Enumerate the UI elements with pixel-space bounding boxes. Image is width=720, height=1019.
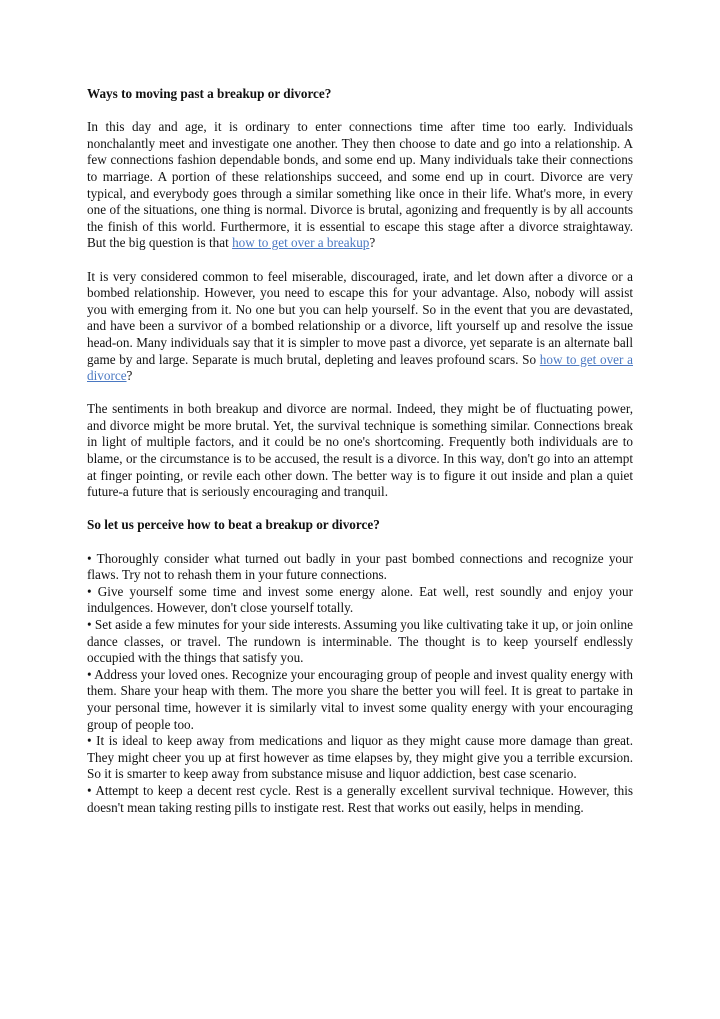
list-item: • Set aside a few minutes for your side interests. Assuming you like cultivating take it up, or join online dance classes, or travel. The rundown is interminable. The thought is to keep yourself endlessly occupied with the things that satisfy you. <box>87 617 633 666</box>
list-item: • Address your loved ones. Recognize your encouraging group of people and invest quality energy with them. Share your heap with them. The more you share the better you will feel. It is great to partake in your personal time, however it is similarly vital to invest some quality energy with your encouraging group of people too. <box>87 666 633 732</box>
link-how-to-get-over-a-breakup[interactable]: how to get over a breakup <box>232 235 370 251</box>
paragraph-feelings-text: It is very considered common to feel miserable, discouraged, irate, and let down after a divorce or a bombed relationship. However, you need to escape this for your advantage. Also, nobody will assist you with emerging from it. No one but you can help yourself. So in the event that you are devastated, and have been a survivor of a bombed relationship or a divorce, lift yourself up and resolve the issue head-on. Many individuals say that it is simpler to move past a divorce, yet separate is an alternate ball game by and large. Separate is much brutal, depleting and leaves profound scars. So <box>87 268 633 367</box>
link-how-to-get-over-a-divorce[interactable]: how to get over a divorce <box>87 351 633 384</box>
paragraph-feelings <box>87 269 633 385</box>
paragraph-intro <box>87 119 633 252</box>
document-page <box>87 86 633 816</box>
list-item: • Attempt to keep a decent rest cycle. Rest is a generally excellent survival technique. However, this doesn't mean taking resting pills to instigate rest. Rest that works out easily, helps in mending. <box>87 782 633 815</box>
list-item: • It is ideal to keep away from medications and liquor as they might cause more damage than great. They might cheer you up at first however as time elapses by, they might give you a terrible excursion. So it is smarter to keep away from substance misuse and liquor addiction, best case scenario. <box>87 733 633 782</box>
paragraph-intro-end: ? <box>369 235 376 251</box>
list-item: • Thoroughly consider what turned out badly in your past bombed connections and recognize your flaws. Try not to rehash them in your future connections. <box>87 550 633 583</box>
paragraph-intro-text: In this day and age, it is ordinary to enter connections time after time too early. Individuals nonchalantly meet and investigate one another. They then choose to date and go into a relationship. A few connections fashion dependable bonds, and some end up. Many individuals take their connections to marriage. A portion of these relationships succeed, and some end up in court. Divorce are very typical, and everybody goes through a similar something like once in their life. What's more, in every one of the situations, one thing is normal. Divorce is brutal, agonizing and frequently is by all accounts the finish of this world. Furthermore, it is essential to escape this stage after a divorce straightaway. But the big question is that <box>87 119 633 251</box>
heading-how-to-beat: So let us perceive how to beat a breakup or divorce? <box>87 517 380 533</box>
paragraph-sentiments <box>87 401 633 501</box>
list-item: • Give yourself some time and invest some energy alone. Eat well, rest soundly and enjoy your indulgences. However, don't close yourself totally. <box>87 583 633 616</box>
heading-ways-to-move-past: Ways to moving past a breakup or divorce? <box>87 86 332 101</box>
paragraph-feelings-end: ? <box>126 368 133 384</box>
tips-list <box>87 551 633 817</box>
paragraph-sentiments-text: The sentiments in both breakup and divorce are normal. Indeed, they might be of fluctuating power, and divorce might be more brutal. Yet, the survival technique is something similar. Connections break in light of multiple factors, and it could be no one's shortcoming. Frequently both individuals are to blame, or the circumstance is to be accused, the result is a divorce. In this way, don't go into an attempt at finger pointing, or revile each other down. The better way is to figure it out inside and plan a quiet future-a future that is seriously encouraging and tranquil. <box>87 401 633 500</box>
